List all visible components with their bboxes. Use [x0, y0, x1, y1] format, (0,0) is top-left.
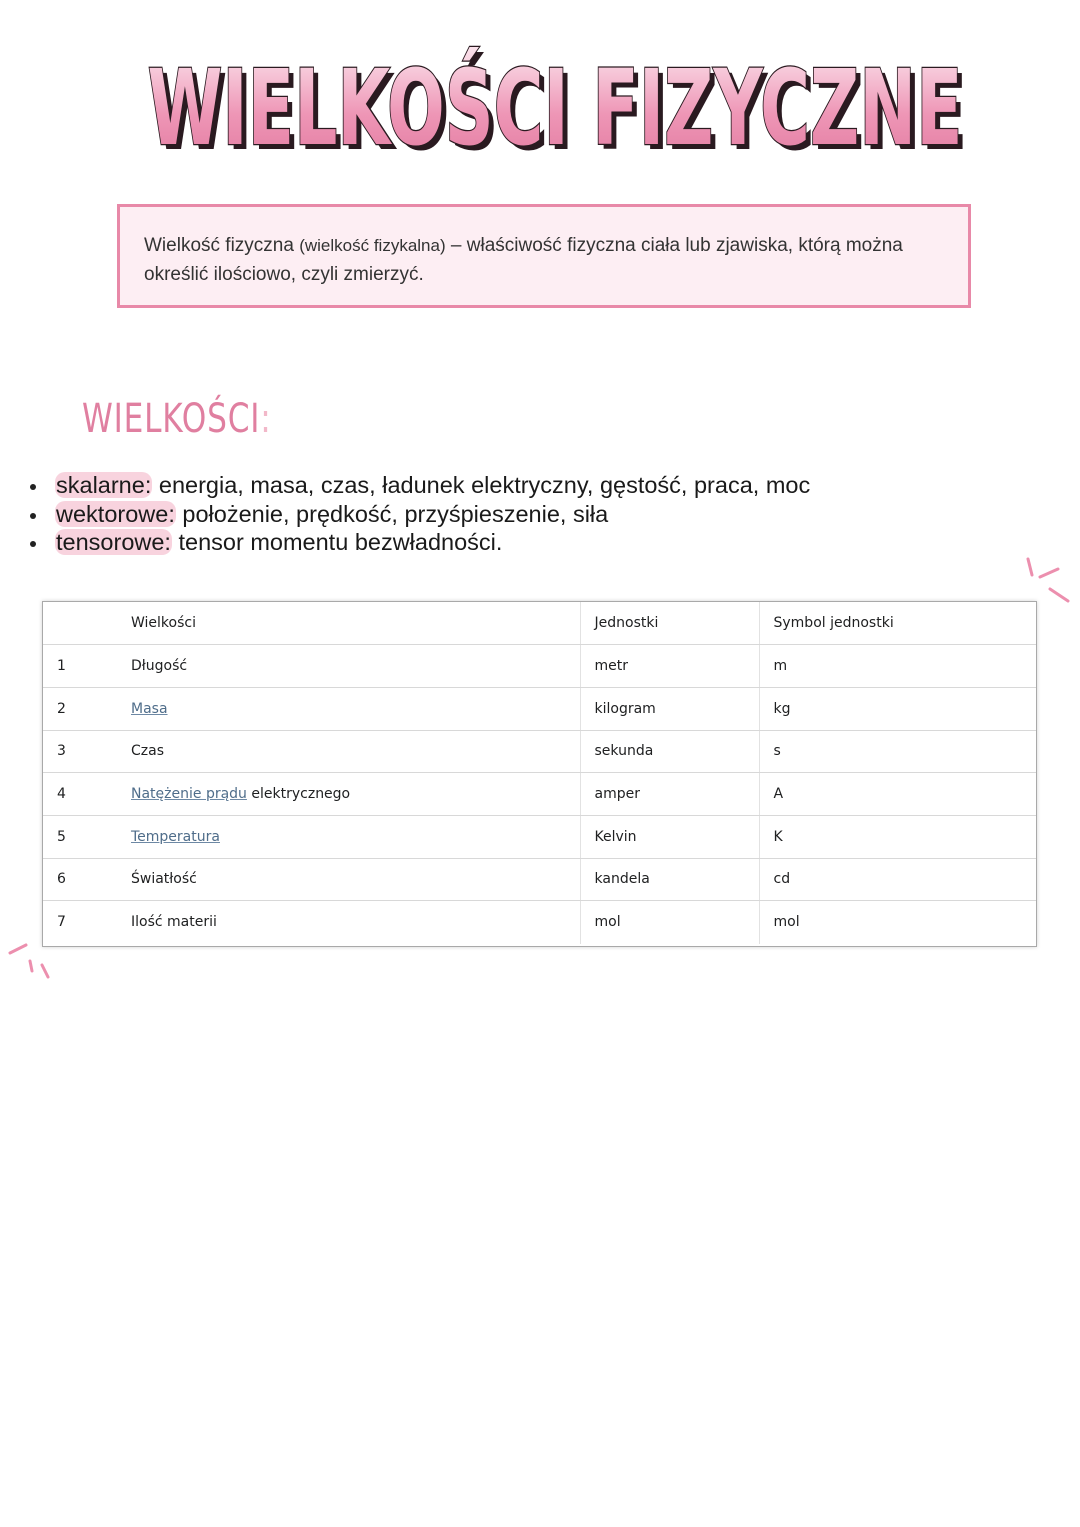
unit-cell: metr [580, 645, 759, 688]
table-row [43, 901, 1036, 944]
row-number: 4 [43, 773, 117, 816]
unit-cell: kilogram [580, 687, 759, 730]
list-item [30, 528, 930, 557]
si-units-table [42, 601, 1037, 947]
row-number: 3 [43, 730, 117, 773]
unit-cell: mol [580, 901, 759, 944]
row-number: 6 [43, 858, 117, 901]
quantity-cell [117, 858, 580, 901]
bullet-icon [30, 541, 36, 547]
quantity-name: Światłość [131, 871, 197, 888]
title-text: WIELKOŚCI FIZYCZNE [147, 47, 963, 169]
list-item-label: wektorowe: [56, 500, 175, 527]
quantity-cell [117, 773, 580, 816]
quantity-cell [117, 815, 580, 858]
quantity-name: Czas [131, 743, 164, 760]
row-number: 7 [57, 914, 66, 931]
table-header-row [43, 602, 1036, 645]
list-item [30, 500, 930, 529]
title-shadow: WIELKOŚCI FIZYCZNE [152, 52, 968, 170]
quantity-cell [117, 645, 580, 688]
quantity-cell [117, 730, 580, 773]
list-item-label: tensorowe: [56, 529, 171, 555]
table-row [43, 773, 1036, 816]
sparkle-doodle-icon [1018, 555, 1074, 605]
list-item-text: położenie, prędkość, przyśpieszenie, siła [175, 500, 609, 527]
list-item-text: tensor momentu bezwładności. [171, 529, 503, 555]
unit-cell: amper [580, 773, 759, 816]
section-heading-colon: : [260, 396, 272, 442]
bullet-icon [30, 484, 36, 490]
header-cell-quantity: Wielkości [117, 602, 580, 645]
row-number: 1 [43, 645, 117, 688]
header-cell-symbol: Symbol jednostki [759, 602, 1036, 645]
symbol-cell: mol [773, 914, 800, 931]
quantity-link[interactable]: Masa [131, 700, 168, 717]
symbol-cell: s [759, 730, 1036, 773]
sparkle-doodle-icon [4, 935, 54, 985]
table-row [43, 645, 1036, 688]
list-item [30, 471, 930, 500]
unit-cell: Kelvin [580, 815, 759, 858]
section-heading-text: WIELKOŚCI [82, 396, 261, 442]
unit-cell: sekunda [580, 730, 759, 773]
symbol-cell: K [759, 815, 1036, 858]
header-cell-number [43, 602, 117, 645]
symbol-cell: cd [759, 858, 1036, 901]
table-row [43, 730, 1036, 773]
table-row [43, 687, 1036, 730]
bullet-icon [30, 513, 36, 519]
symbol-cell: m [759, 645, 1036, 688]
page-title [140, 40, 970, 170]
definition-box [117, 204, 971, 308]
quantity-cell [117, 901, 580, 944]
row-number: 5 [43, 815, 117, 858]
table-row [43, 815, 1036, 858]
quantity-link[interactable]: Temperatura [131, 828, 220, 845]
definition-alt-term: (wielkość fizykalna) [299, 236, 446, 255]
row-number: 2 [43, 687, 117, 730]
quantity-name: Długość [131, 658, 188, 675]
quantity-link[interactable]: Natężenie prądu [131, 786, 247, 803]
list-item-text: energia, masa, czas, ładunek elektryczny, gęstość, praca, moc [152, 472, 811, 498]
symbol-cell: A [759, 773, 1036, 816]
list-item-label: skalarne: [56, 472, 152, 498]
table-row [43, 858, 1036, 901]
symbol-cell: kg [759, 687, 1036, 730]
definition-body: – właściwość fizyczna ciała lub zjawiska, którą można określić ilościowo, czyli zmierzyć. [144, 235, 903, 285]
unit-cell: kandela [580, 858, 759, 901]
quantity-name-rest: elektrycznego [246, 786, 351, 803]
quantity-name: Ilość materii [131, 914, 217, 931]
quantity-types-list [30, 471, 930, 557]
header-cell-unit: Jednostki [580, 602, 759, 645]
section-heading [82, 396, 272, 442]
definition-term: Wielkość fizyczna [144, 235, 294, 256]
quantity-cell [117, 687, 580, 730]
